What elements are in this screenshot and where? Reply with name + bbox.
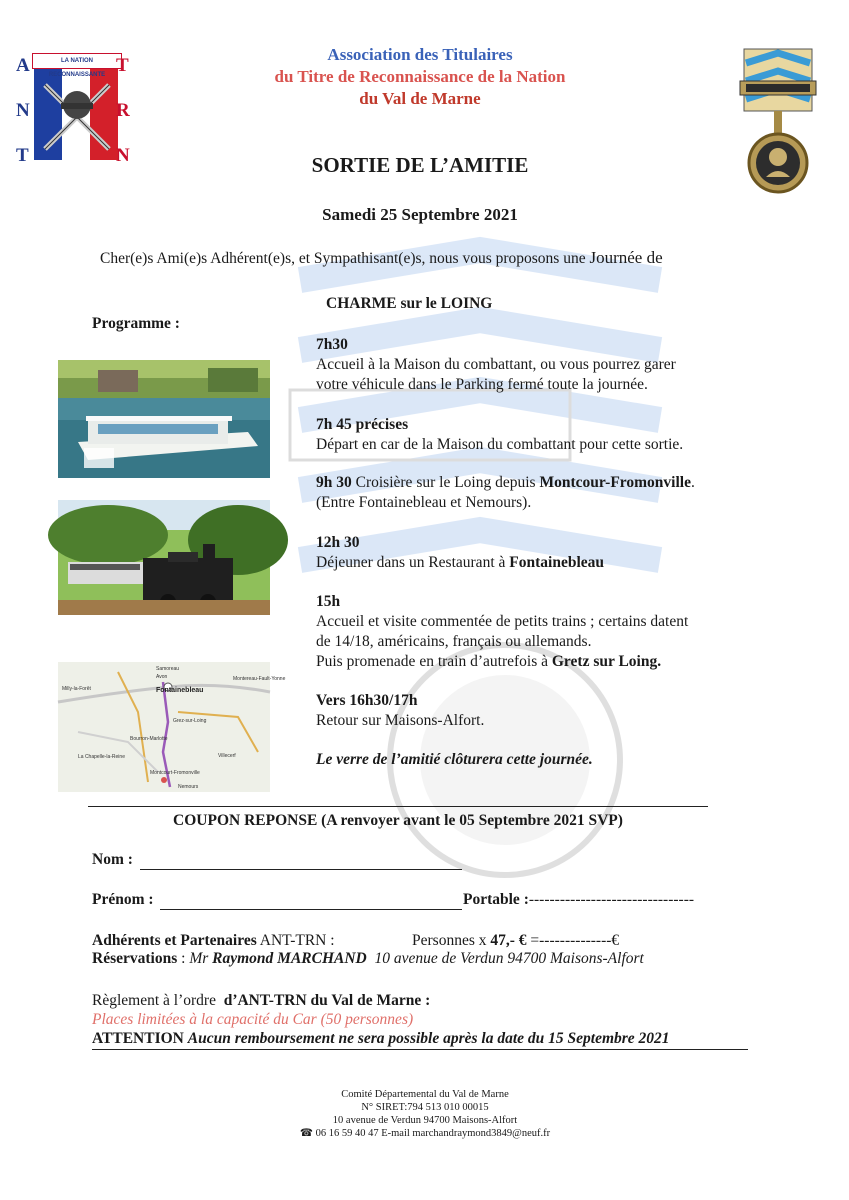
portable-field[interactable] xyxy=(463,891,694,909)
reservations-row xyxy=(92,950,644,968)
footer-line4-row xyxy=(200,1127,650,1140)
reservations-address: 10 avenue de Verdun 94700 Maisons-Alfort xyxy=(374,950,644,967)
nom-input[interactable] xyxy=(140,868,462,870)
program-line: (Entre Fontainebleau et Nemours). xyxy=(316,494,532,511)
phone-icon: ☎ xyxy=(299,1128,313,1139)
program-item-5 xyxy=(316,592,688,672)
map-label-samoreau: Samoreau xyxy=(156,666,180,672)
association-name-line2: du Titre de Reconnaissance de la Nation xyxy=(274,67,566,86)
footer-line2: N° SIRET:794 513 010 00015 xyxy=(361,1102,489,1113)
map-label-avon: Avon xyxy=(156,674,168,680)
program-time: 15h xyxy=(316,593,341,610)
price-total: =--------------€ xyxy=(530,932,620,949)
subtitle: CHARME sur le LOING xyxy=(326,295,493,312)
program-item-3 xyxy=(316,473,695,513)
intro-main: Cher(e)s Ami(e)s Adhérent(e)s, et Sympathisant(e)s, nous vous proposons une xyxy=(100,250,586,267)
logo-letter-a: A xyxy=(16,55,30,76)
program-line: Retour sur Maisons-Alfort. xyxy=(316,712,485,729)
closing-text: Le verre de l’amitié clôturera cette journée. xyxy=(316,751,593,768)
medal-icon xyxy=(738,45,818,195)
adherents-row xyxy=(92,932,335,950)
footer-line1: Comité Départemental du Val de Marne xyxy=(341,1089,509,1100)
program-line: votre véhicule dans le Parking fermé toute la journée. xyxy=(316,376,648,393)
program-place: Montcour-Fromonville xyxy=(539,474,691,491)
reservations-sep: : xyxy=(181,950,186,967)
footer xyxy=(200,1088,650,1140)
map-label-montcourt: Montcourt-Fromonville xyxy=(150,770,200,776)
coupon-title: COUPON REPONSE (A renvoyer avant le 05 Septembre 2021 SVP) xyxy=(173,812,623,829)
adherents-value: ANT-TRN : xyxy=(259,932,335,949)
reglement-row xyxy=(92,992,430,1010)
boat-cruise-photo xyxy=(58,360,270,478)
association-name-line3: du Val de Marne xyxy=(359,89,481,108)
program-line: Accueil et visite commentée de petits trains ; certains datent xyxy=(316,613,689,630)
event-date: Samedi 25 Septembre 2021 xyxy=(322,205,518,224)
attention-label: ATTENTION xyxy=(92,1030,184,1047)
attention-row xyxy=(92,1030,748,1050)
crossed-swords-icon xyxy=(37,75,117,155)
logo-letter-t: T xyxy=(16,145,29,166)
personnes-text: Personnes x xyxy=(412,932,487,949)
map-label-bourron: Bourron-Marlotte xyxy=(130,736,168,742)
price-value: 47,- € xyxy=(490,932,527,949)
program-item-2 xyxy=(316,415,683,455)
steam-train-photo xyxy=(58,500,270,615)
reservations-mr: Mr xyxy=(189,950,209,967)
program-place: Fontainebleau xyxy=(509,554,604,571)
reglement-bold: d’ANT-TRN du Val de Marne : xyxy=(223,992,431,1009)
logo-letter-t-right: T xyxy=(116,55,129,76)
map-label-milly: Milly-la-Forêt xyxy=(62,686,91,692)
programme-label: Programme : xyxy=(92,315,180,332)
program-place: Gretz sur Loing. xyxy=(551,653,662,670)
logo-letter-r-right: R xyxy=(116,100,130,121)
reservations-label: Réservations xyxy=(92,950,178,967)
intro-tail: Journée de xyxy=(589,248,663,267)
reglement-text: Règlement à l’ordre xyxy=(92,992,216,1009)
logo-banner: LA NATION RECONNAISSANTE xyxy=(32,53,122,69)
ant-trn-logo xyxy=(12,45,134,170)
intro-text xyxy=(100,248,663,268)
portable-label: Portable : xyxy=(463,891,529,908)
route-map xyxy=(58,662,286,792)
map-label-villecerf: Villecerf xyxy=(218,753,236,759)
footer-line4: 06 16 59 40 47 E-mail marchandraymond3849@neuf.fr xyxy=(315,1128,551,1139)
map-label-nemours: Nemours xyxy=(178,784,199,790)
program-item-1 xyxy=(316,335,676,395)
prenom-input[interactable] xyxy=(160,908,462,910)
reservations-name: Raymond MARCHAND xyxy=(212,950,367,967)
program-line: Croisière sur le Loing depuis xyxy=(355,474,536,491)
program-line: Puis promenade en train d’autrefois à xyxy=(316,653,548,670)
footer-line3: 10 avenue de Verdun 94700 Maisons-Alfort xyxy=(332,1115,518,1126)
nom-label: Nom : xyxy=(92,851,133,868)
program-time: Vers 16h30/17h xyxy=(316,692,418,709)
program-line: Départ en car de la Maison du combattant pour cette sortie. xyxy=(316,436,684,453)
page-title: SORTIE DE L’AMITIE xyxy=(311,153,529,177)
program-line: Accueil à la Maison du combattant, ou vous pourrez garer xyxy=(316,356,676,373)
program-time: 7h 45 précises xyxy=(316,416,409,433)
map-label-chapelle: La Chapelle-la-Reine xyxy=(78,754,125,760)
adherents-label: Adhérents et Partenaires xyxy=(92,932,257,949)
program-line: Déjeuner dans un Restaurant à xyxy=(316,554,506,571)
map-label-fontainebleau: Fontainebleau xyxy=(156,687,204,694)
price-row xyxy=(412,932,619,950)
map-label-montereau: Montereau-Fault-Yonne xyxy=(233,676,286,682)
places-notice: Places limitées à la capacité du Car (50 personnes) xyxy=(92,1011,414,1028)
attention-text: Aucun remboursement ne sera possible après la date du 15 Septembre 2021 xyxy=(187,1030,670,1047)
program-item-6 xyxy=(316,691,484,731)
association-name-line1: Association des Titulaires xyxy=(327,45,513,64)
program-time: 9h 30 xyxy=(316,474,352,491)
program-item-4 xyxy=(316,533,604,573)
program-line: de 14/18, américains, français ou allemands. xyxy=(316,633,592,650)
coupon-separator xyxy=(88,806,708,807)
program-time: 12h 30 xyxy=(316,534,360,551)
prenom-label: Prénom : xyxy=(92,891,154,908)
program-time: 7h30 xyxy=(316,336,348,353)
logo-letter-n: N xyxy=(16,100,30,121)
portable-dashes: -------------------------------- xyxy=(528,891,695,908)
map-label-grez: Grez-sur-Loing xyxy=(173,718,207,724)
logo-letter-n-right: N xyxy=(116,145,130,166)
program-punct: . xyxy=(690,474,695,491)
